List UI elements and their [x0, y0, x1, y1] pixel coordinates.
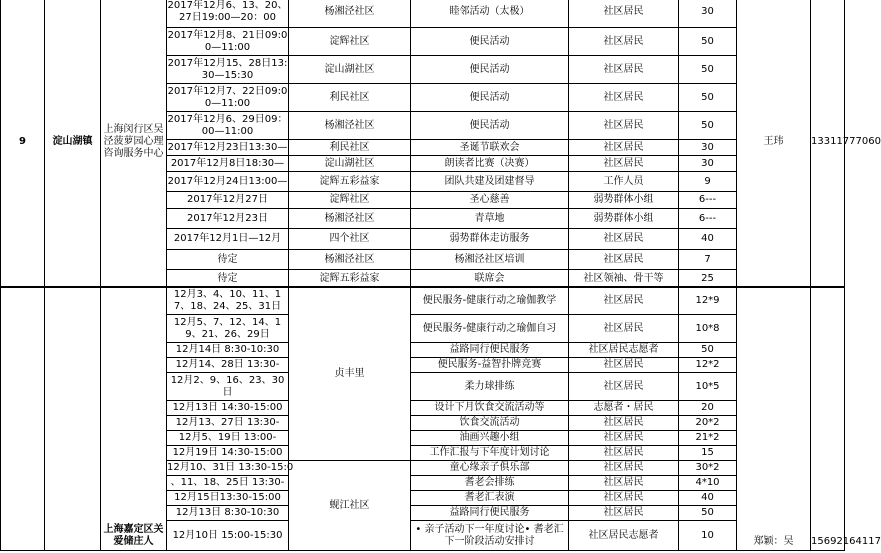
activity-name: 油画兴趣小组 — [411, 431, 569, 446]
activity-target: 社区居民 — [569, 416, 679, 431]
contact-phone: 15692164117 — [811, 287, 845, 551]
activity-time: 12月15日13:30-15:00 — [167, 491, 289, 506]
activity-time: 2017年12月23日 — [167, 209, 289, 229]
activity-place: 杨湘泾社区 — [289, 209, 411, 229]
activity-target: 社区居民 — [569, 28, 679, 56]
activity-target: 社区居民 — [569, 112, 679, 140]
activity-time: 12月13、27日 13:30- — [167, 416, 289, 431]
activity-count: 20*2 — [679, 416, 737, 431]
activity-target: 社区居民 — [569, 140, 679, 156]
activity-name: 耆老汇表演 — [411, 491, 569, 506]
activity-count: 12*9 — [679, 287, 737, 315]
activity-target: 工作人员 — [569, 172, 679, 192]
activity-time: 12月14日 8:30-10:30 — [167, 343, 289, 358]
activity-name: 便民活动 — [411, 112, 569, 140]
activity-name: 圣心慈善 — [411, 192, 569, 209]
activity-place: 淀山湖社区 — [289, 156, 411, 172]
activity-place: 利民社区 — [289, 140, 411, 156]
activity-target: 弱势群体小组 — [569, 192, 679, 209]
activity-count: 20 — [679, 401, 737, 416]
activity-count: 40 — [679, 491, 737, 506]
activity-time: 2017年12月6、13、20、27日19:00—20：00 — [167, 0, 289, 28]
activity-place: 淀辉五彩益家 — [289, 270, 411, 288]
activity-target: 社区居民志愿者 — [569, 521, 679, 551]
activity-target: 社区领袖、骨干等 — [569, 270, 679, 288]
activity-target: 社区居民 — [569, 476, 679, 491]
activity-count: 25 — [679, 270, 737, 288]
activity-name: 便民活动 — [411, 56, 569, 84]
activity-name: 圣诞节联欢会 — [411, 140, 569, 156]
activity-place: 淀辉五彩益家 — [289, 172, 411, 192]
organization-name: 上海嘉定区关爱储庄人 — [101, 287, 167, 551]
activity-name: 柔力球排练 — [411, 373, 569, 401]
activity-target: 社区居民 — [569, 506, 679, 521]
activity-place: 杨湘泾社区 — [289, 112, 411, 140]
activity-count: 40 — [679, 229, 737, 250]
activity-count: 50 — [679, 56, 737, 84]
town-name-empty — [45, 287, 101, 551]
activity-target: 社区居民 — [569, 431, 679, 446]
activity-name: 便民活动 — [411, 28, 569, 56]
activity-name: 朗读者比赛（决赛） — [411, 156, 569, 172]
activity-count: 6--- — [679, 209, 737, 229]
activity-count: 21*2 — [679, 431, 737, 446]
activity-target: 社区居民 — [569, 491, 679, 506]
activity-target: 社区居民 — [569, 0, 679, 28]
activity-count: 10*5 — [679, 373, 737, 401]
activity-count: 30 — [679, 0, 737, 28]
activity-time: 12月13日 8:30-10:30 — [167, 506, 289, 521]
activity-time: 2017年12月6、29日09：00—11:00 — [167, 112, 289, 140]
activity-time: 2017年12月15、28日13:30—15:30 — [167, 56, 289, 84]
activity-name: 便民服务-健康行动之瑜伽教学 — [411, 287, 569, 315]
activity-target: 社区居民 — [569, 358, 679, 373]
activity-count: 10 — [679, 521, 737, 551]
activity-name: 童心缘亲子俱乐部 — [411, 461, 569, 476]
activity-name: 饮食交流活动 — [411, 416, 569, 431]
activity-count: 50 — [679, 506, 737, 521]
activity-time: 12月10日 15:00-15:30 — [167, 521, 289, 551]
activity-count: 12*2 — [679, 358, 737, 373]
activity-name: 益路同行便民服务 — [411, 343, 569, 358]
activity-name: 设计下月饮食交流活动等 — [411, 401, 569, 416]
activity-name: 联席会 — [411, 270, 569, 288]
activity-target: 社区居民 — [569, 250, 679, 270]
activity-target: 社区居民 — [569, 446, 679, 461]
activity-count: 30*2 — [679, 461, 737, 476]
activity-count: 50 — [679, 112, 737, 140]
activity-time: 12月5、7、12、14、19、21、26、29日 — [167, 315, 289, 343]
activity-count: 50 — [679, 84, 737, 112]
activity-count: 30 — [679, 140, 737, 156]
activity-target: 社区居民 — [569, 56, 679, 84]
activity-name: 杨湘泾社区培训 — [411, 250, 569, 270]
activity-place: 利民社区 — [289, 84, 411, 112]
activity-time: 12月3、4、10、11、17、18、24、25、31日 — [167, 287, 289, 315]
activity-target: 社区居民 — [569, 461, 679, 476]
activity-place: 淀辉社区 — [289, 192, 411, 209]
activity-time: 待定 — [167, 250, 289, 270]
activity-target: 社区居民 — [569, 373, 679, 401]
activity-target: 社区居民 — [569, 315, 679, 343]
activity-time: 12月13日 14:30-15:00 — [167, 401, 289, 416]
activity-place: 四个社区 — [289, 229, 411, 250]
activity-target: 社区居民 — [569, 84, 679, 112]
activity-target: 社区居民 — [569, 287, 679, 315]
activity-target: 社区居民志愿者 — [569, 343, 679, 358]
activity-name: 便民服务-益智扑牌竞赛 — [411, 358, 569, 373]
activity-name: 睦邻活动（太极） — [411, 0, 569, 28]
activity-count: 7 — [679, 250, 737, 270]
town-name: 淀山湖镇 — [45, 0, 101, 288]
activity-time: 、11、18、25日 13:30- — [167, 476, 289, 491]
activity-name: 青草地 — [411, 209, 569, 229]
activity-time: 12月10、31日 13:30-15:0 — [167, 461, 289, 476]
activity-place: 蚬江社区 — [289, 461, 411, 551]
activity-count: 50 — [679, 343, 737, 358]
activity-time: 12月14、28日 13:30- — [167, 358, 289, 373]
contact-person: 王玮 — [737, 0, 811, 288]
activity-name: • 亲子活动下一年度讨论• 耆老汇下一阶段活动安排讨 — [411, 521, 569, 551]
row-number-empty — [1, 287, 45, 551]
activity-count: 15 — [679, 446, 737, 461]
organization-name: 上海闵行区吴泾菠萝园心理咨询服务中心 — [101, 0, 167, 288]
activity-name: 耆老会排练 — [411, 476, 569, 491]
activity-time: 2017年12月1日—12月 — [167, 229, 289, 250]
activity-count: 4*10 — [679, 476, 737, 491]
activity-time: 12月19日 14:30-15:00 — [167, 446, 289, 461]
schedule-table-jiading — [0, 286, 881, 551]
activity-time: 2017年12月24日13:00— — [167, 172, 289, 192]
activity-count: 6--- — [679, 192, 737, 209]
activity-name: 便民活动 — [411, 84, 569, 112]
activity-target: 社区居民 — [569, 156, 679, 172]
activity-target: 弱势群体小组 — [569, 209, 679, 229]
activity-time: 2017年12月7、22日09:00—11:00 — [167, 84, 289, 112]
activity-time: 2017年12月23日13:30— — [167, 140, 289, 156]
activity-place: 淀山湖社区 — [289, 56, 411, 84]
activity-count: 10*8 — [679, 315, 737, 343]
contact-person: 郑颖：吴 — [737, 287, 811, 551]
activity-name: 益路同行便民服务 — [411, 506, 569, 521]
activity-place: 贞丰里 — [289, 287, 411, 461]
activity-time: 2017年12月27日 — [167, 192, 289, 209]
activity-time: 12月2、9、16、23、30日 — [167, 373, 289, 401]
activity-count: 50 — [679, 28, 737, 56]
activity-name: 团队共建及团建督导 — [411, 172, 569, 192]
activity-place: 杨湘泾社区 — [289, 0, 411, 28]
activity-place: 杨湘泾社区 — [289, 250, 411, 270]
activity-name: 弱势群体走访服务 — [411, 229, 569, 250]
activity-time: 待定 — [167, 270, 289, 288]
activity-target: 社区居民 — [569, 229, 679, 250]
activity-time: 2017年12月8日18:30— — [167, 156, 289, 172]
activity-count: 30 — [679, 156, 737, 172]
row-number: 9 — [1, 0, 45, 288]
activity-place: 淀辉社区 — [289, 28, 411, 56]
activity-count: 9 — [679, 172, 737, 192]
activity-time: 2017年12月8、21日09:00—11:00 — [167, 28, 289, 56]
activity-name: 便民服务-健康行动之瑜伽自习 — [411, 315, 569, 343]
activity-target: 志愿者・居民 — [569, 401, 679, 416]
contact-phone: 13311777060 — [811, 0, 845, 288]
activity-time: 12月5、19日 13:00- — [167, 431, 289, 446]
activity-name: 工作汇报与下年度计划讨论 — [411, 446, 569, 461]
